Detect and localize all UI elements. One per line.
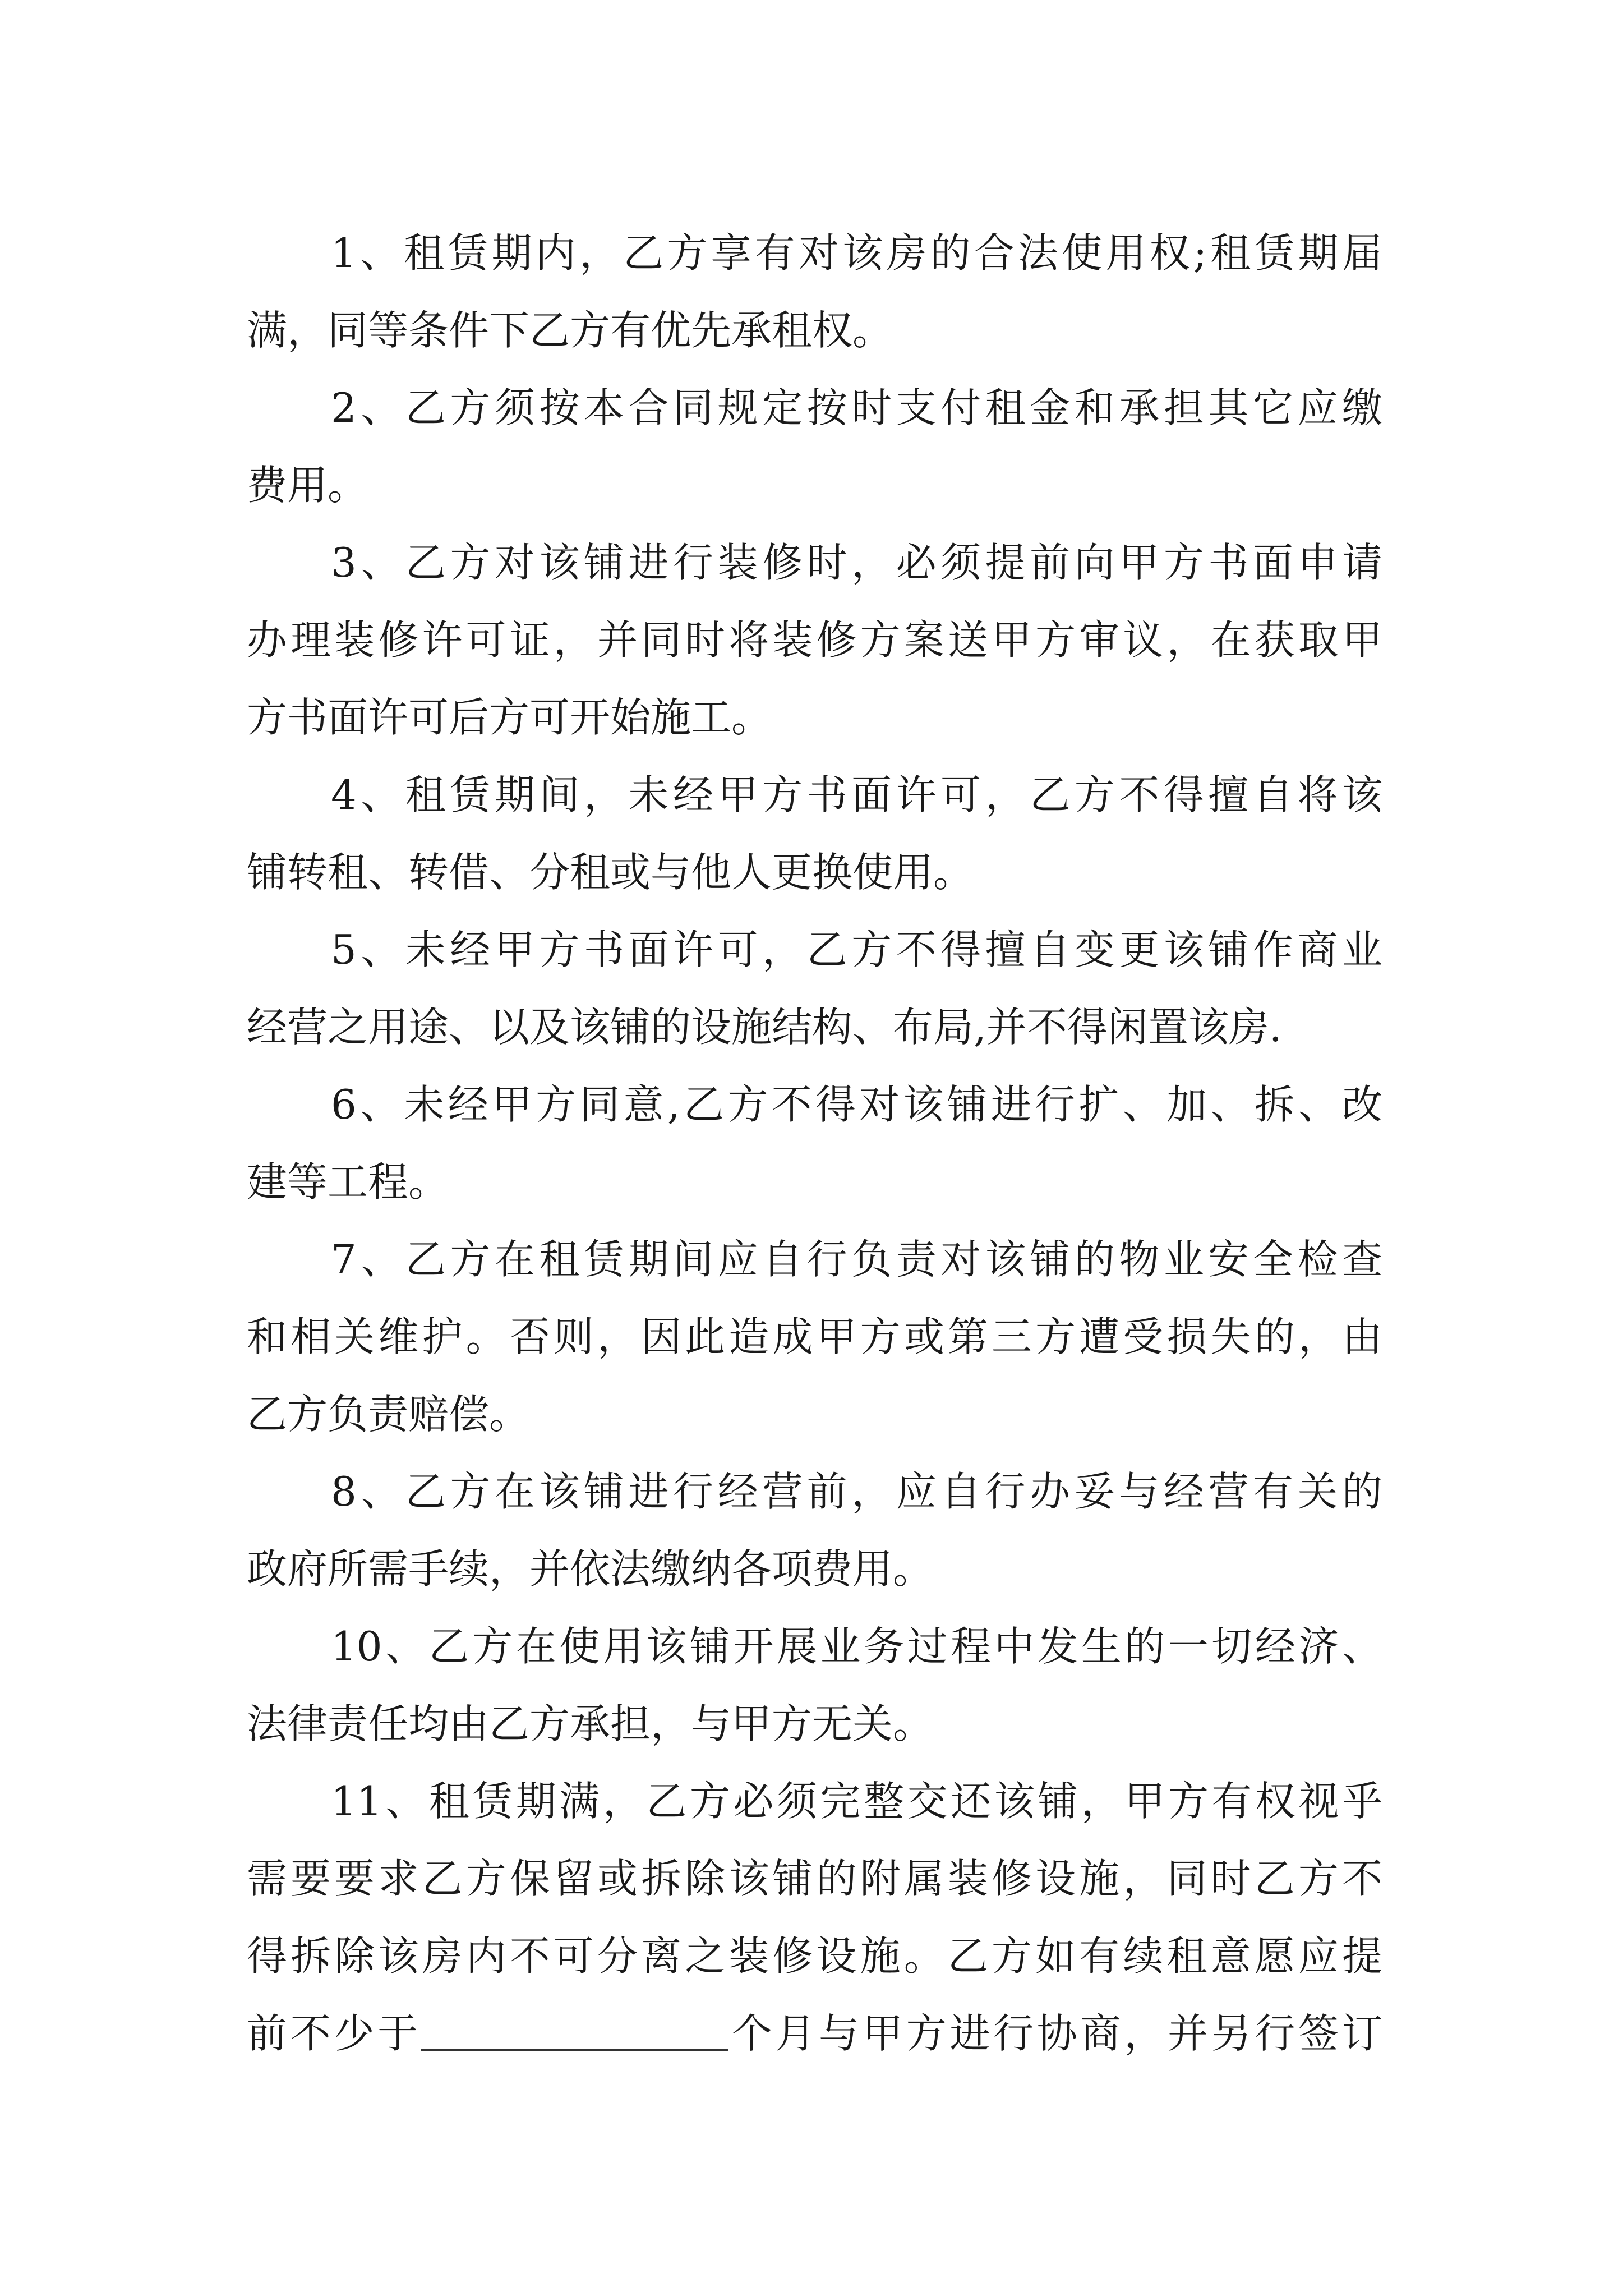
clause-line-with-blank — [247, 1995, 1382, 2072]
clause-line: 铺转租、转借、分租或与他人更换使用。 — [247, 849, 974, 896]
clause-line: 满，同等条件下乙方有优先承租权。 — [247, 307, 893, 354]
clause-3 — [247, 524, 1382, 756]
clause-6 — [247, 1066, 1382, 1221]
contract-body — [247, 214, 1382, 2072]
clause-5 — [247, 911, 1382, 1066]
clause-line: 经营之用途、以及该铺的设施结构、布局,并不得闲置该房. — [247, 1004, 1282, 1051]
text-after-blank: 个月与甲方进行协商，并另行签订 — [728, 2010, 1382, 2057]
clause-8 — [247, 1453, 1382, 1608]
clause-line: 费用。 — [247, 462, 368, 509]
clause-7 — [247, 1221, 1382, 1453]
clause-line: 6、未经甲方同意,乙方不得对该铺进行扩、加、拆、改 — [331, 1081, 1382, 1128]
clause-line: 政府所需手续，并依法缴纳各项费用。 — [247, 1545, 934, 1593]
clause-2 — [247, 369, 1382, 524]
clause-line: 需要要求乙方保留或拆除该铺的附属装修设施，同时乙方不 — [247, 1855, 1382, 1902]
clause-line: 得拆除该房内不可分离之装修设施。乙方如有续租意愿应提 — [247, 1932, 1382, 1980]
text-before-blank: 前不少于 — [247, 2010, 421, 2057]
clause-1 — [247, 214, 1382, 369]
clause-line: 和相关维护。否则，因此造成甲方或第三方遭受损失的，由 — [247, 1313, 1382, 1360]
clause-line: 方书面许可后方可开始施工。 — [247, 694, 772, 741]
clause-10 — [247, 1608, 1382, 1763]
clause-line: 1、租赁期内，乙方享有对该房的合法使用权;租赁期届 — [331, 229, 1382, 277]
fill-in-blank — [421, 2016, 728, 2051]
clause-line: 11、租赁期满，乙方必须完整交还该铺，甲方有权视乎 — [331, 1778, 1382, 1825]
clause-line: 4、租赁期间，未经甲方书面许可，乙方不得擅自将该 — [331, 771, 1382, 818]
clause-line: 2、乙方须按本合同规定按时支付租金和承担其它应缴 — [331, 384, 1382, 431]
clause-line: 乙方负责赔偿。 — [247, 1391, 530, 1438]
clause-line: 法律责任均由乙方承担，与甲方无关。 — [247, 1700, 934, 1747]
clause-line: 办理装修许可证，并同时将装修方案送甲方审议，在获取甲 — [247, 616, 1382, 664]
clause-line: 10、乙方在使用该铺开展业务过程中发生的一切经济、 — [331, 1623, 1382, 1670]
clause-line: 3、乙方对该铺进行装修时，必须提前向甲方书面申请 — [331, 539, 1382, 586]
clause-line: 8、乙方在该铺进行经营前，应自行办妥与经营有关的 — [331, 1468, 1382, 1515]
clause-line: 5、未经甲方书面许可，乙方不得擅自变更该铺作商业 — [331, 926, 1382, 973]
clause-line: 建等工程。 — [247, 1158, 449, 1205]
clause-line: 7、乙方在租赁期间应自行负责对该铺的物业安全检查 — [331, 1236, 1382, 1283]
clause-4 — [247, 756, 1382, 911]
clause-11 — [247, 1763, 1382, 2072]
